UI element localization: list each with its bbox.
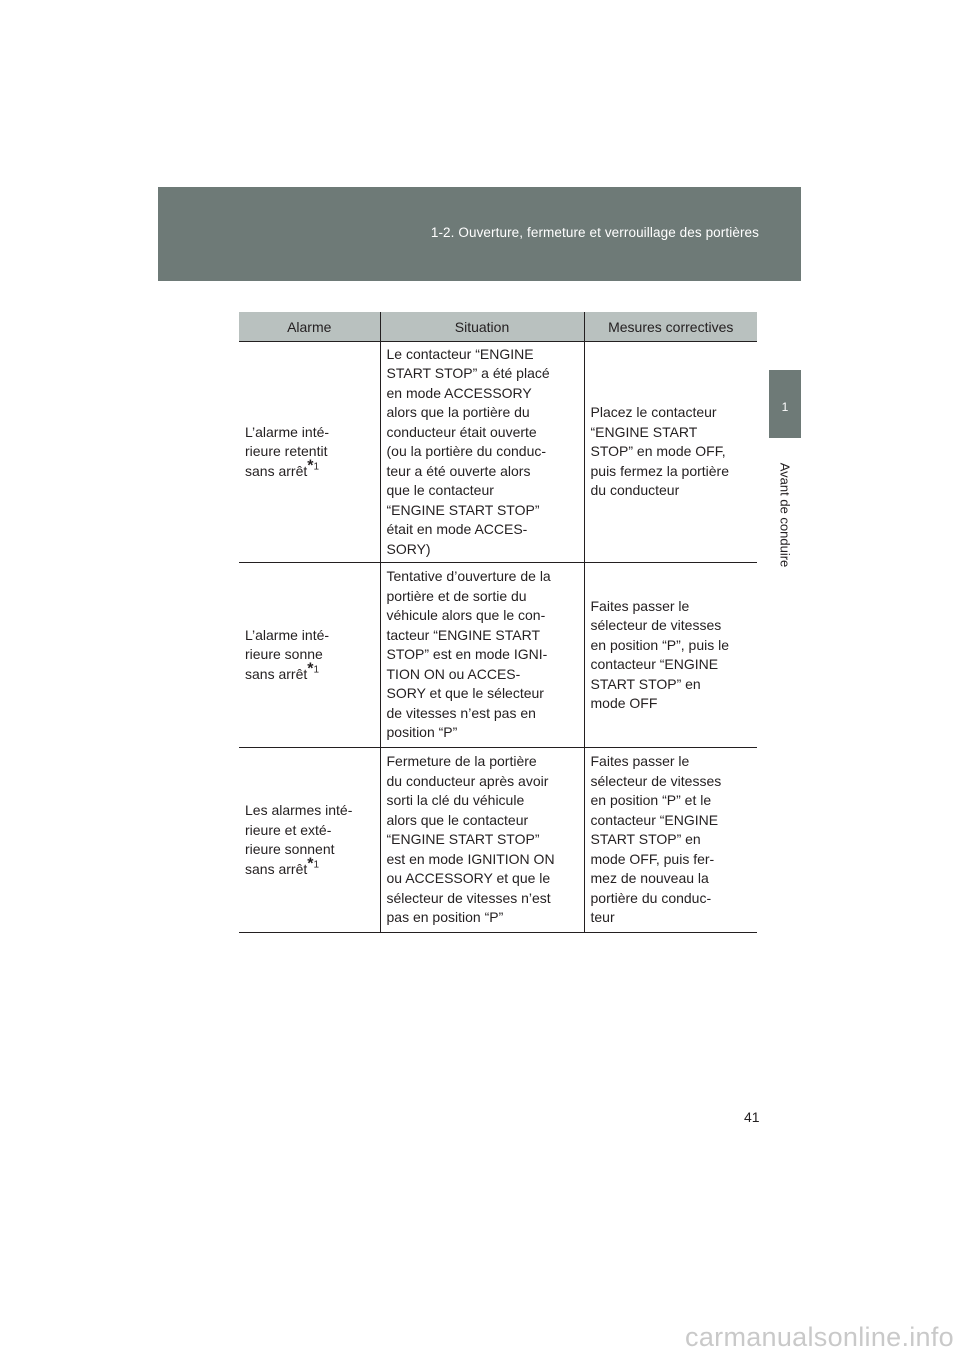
- cell-line: “ENGINE START: [590, 423, 698, 440]
- cell-line: Tentative d’ouverture de la: [386, 568, 551, 585]
- cell-line: rieure et exté-: [245, 821, 332, 838]
- table-row: [239, 748, 757, 933]
- cell-line: START STOP” en: [590, 675, 701, 692]
- chapter-tab: [769, 370, 801, 438]
- cell-line: STOP” en mode OFF,: [590, 443, 726, 460]
- table-row: [239, 342, 757, 563]
- table-header-row: [239, 313, 757, 342]
- cell-line: en position “P”, puis le: [590, 636, 730, 653]
- cell-line: portière et de sortie du: [386, 587, 527, 604]
- alarm-cell: [239, 563, 380, 748]
- cell-line: contacteur “ENGINE: [590, 656, 719, 672]
- column-header-situation: Situation: [380, 313, 584, 342]
- cell-line: de vitesses n’est pas en: [386, 704, 536, 721]
- cell-line: mode OFF: [590, 695, 658, 711]
- cell-line: rieure sonnent: [245, 841, 335, 857]
- cell-line: Le contacteur “ENGINE: [386, 345, 534, 362]
- action-cell: [584, 563, 757, 748]
- situation-cell: [380, 342, 584, 563]
- chapter-label: [776, 455, 794, 575]
- cell-line: portière du conduc-: [590, 889, 712, 906]
- cell-line: ou ACCESSORY et que le: [386, 870, 551, 887]
- cell-line: L’alarme inté-: [245, 423, 330, 440]
- cell-line: (ou la portière du conduc-: [386, 443, 547, 460]
- cell-line: sélecteur de vitesses: [590, 617, 722, 633]
- cell-line: du conducteur après avoir: [386, 772, 549, 789]
- cell-line: mode OFF, puis fer-: [590, 850, 715, 867]
- cell-line: en position “P” et le: [590, 792, 712, 809]
- cell-line: en mode ACCESSORY: [386, 384, 532, 401]
- cell-line-text: sans arrêt: [245, 462, 308, 479]
- page-number: 41: [744, 1109, 760, 1125]
- alarm-table: [239, 312, 757, 933]
- cell-line: rieure retentit: [245, 443, 328, 460]
- situation-cell: [380, 748, 584, 933]
- cell-line-text: sans arrêt: [245, 665, 308, 682]
- cell-line: [245, 457, 374, 482]
- alarm-cell: [239, 342, 380, 563]
- chapter-label-text: Avant de conduire: [777, 462, 793, 568]
- cell-line: puis fermez la portière: [590, 462, 730, 479]
- cell-line: tacteur “ENGINE START: [386, 626, 541, 643]
- cell-line: mez de nouveau la: [590, 870, 709, 887]
- column-header-mesures: Mesures correctives: [584, 313, 757, 342]
- cell-line: Les alarmes inté-: [245, 802, 353, 818]
- action-cell: [584, 748, 757, 933]
- cell-line: START STOP” en: [590, 831, 701, 848]
- cell-line: START STOP” a été placé: [386, 365, 550, 382]
- watermark: carmanualsonline.info: [685, 1322, 954, 1352]
- cell-line: teur a été ouverte alors: [386, 462, 531, 479]
- table-row: [239, 563, 757, 748]
- section-title: 1-2. Ouverture, fermeture et verrouillage des portières: [430, 225, 759, 240]
- section-header-band: [158, 187, 801, 281]
- cell-line: L’alarme inté-: [245, 626, 330, 643]
- cell-line: Fermeture de la portière: [386, 753, 537, 770]
- cell-line: teur: [590, 909, 615, 926]
- cell-line: pas en position “P”: [386, 909, 504, 926]
- chapter-number: 1: [781, 400, 789, 414]
- cell-line: que le contacteur: [386, 482, 494, 499]
- cell-line: est en mode IGNITION ON: [386, 850, 555, 867]
- alarm-cell: [239, 748, 380, 933]
- footnote-star: *: [307, 854, 314, 872]
- cell-line: du conducteur: [590, 482, 680, 499]
- cell-line: “ENGINE START STOP”: [386, 831, 540, 848]
- cell-line: STOP” est en mode IGNI-: [386, 646, 548, 663]
- cell-line: rieure sonne: [245, 646, 323, 663]
- cell-line: [245, 854, 374, 880]
- footnote-number: 1: [313, 664, 320, 676]
- cell-line: TION ON ou ACCES-: [386, 665, 521, 682]
- footnote-number: 1: [313, 461, 320, 473]
- cell-line: SORY): [386, 540, 431, 557]
- column-header-alarme: Alarme: [239, 313, 380, 342]
- cell-line: sélecteur de vitesses n’est: [386, 889, 551, 906]
- cell-line: sélecteur de vitesses: [590, 772, 722, 789]
- footnote-number: 1: [313, 859, 320, 870]
- cell-line: position “P”: [386, 724, 458, 741]
- cell-line: alors que la portière du: [386, 404, 530, 421]
- cell-line: Placez le contacteur: [590, 404, 717, 421]
- cell-line: [245, 660, 374, 685]
- cell-line: SORY et que le sélecteur: [386, 685, 544, 702]
- cell-line: Faites passer le: [590, 753, 690, 770]
- cell-line: alors que le contacteur: [386, 811, 529, 828]
- situation-cell: [380, 563, 584, 748]
- footnote-star: *: [307, 660, 314, 678]
- cell-line: était en mode ACCES-: [386, 521, 528, 538]
- cell-line-text: sans arrêt: [245, 860, 308, 877]
- footnote-star: *: [307, 457, 314, 475]
- cell-line: sorti la clé du véhicule: [386, 792, 525, 809]
- cell-line: véhicule alors que le con-: [386, 607, 546, 624]
- cell-line: Faites passer le: [590, 597, 690, 614]
- cell-line: contacteur “ENGINE: [590, 811, 719, 828]
- action-cell: [584, 342, 757, 563]
- cell-line: “ENGINE START STOP”: [386, 501, 540, 518]
- cell-line: conducteur était ouverte: [386, 423, 537, 440]
